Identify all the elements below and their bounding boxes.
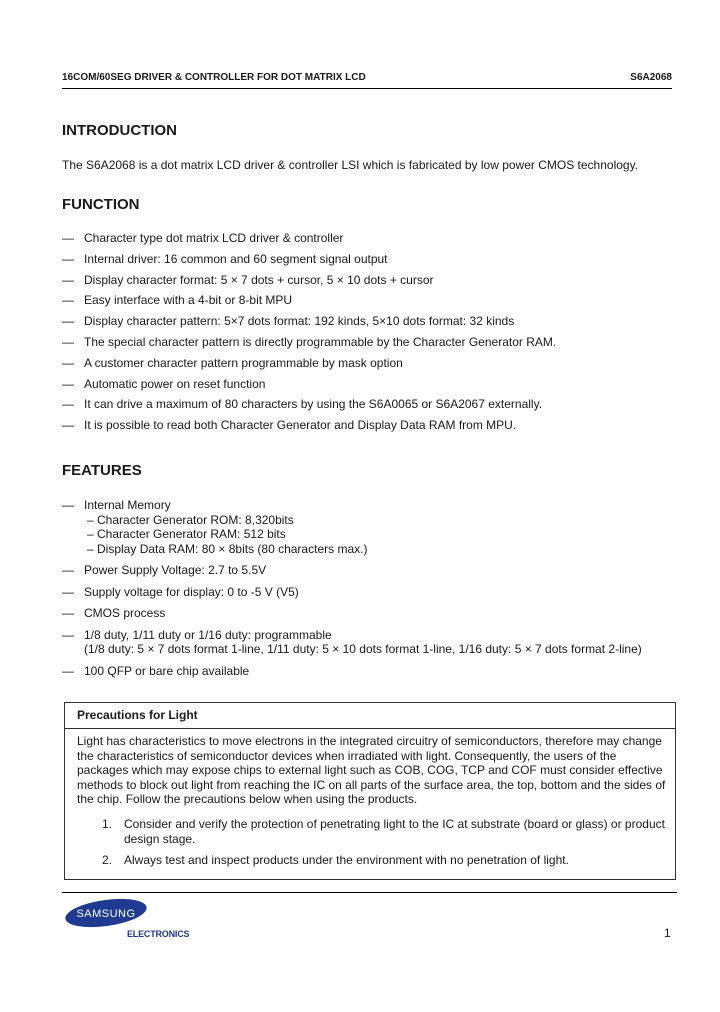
list-item (62, 628, 642, 657)
item-number: 1. (102, 817, 113, 831)
list-item (62, 664, 642, 679)
precaution-text: Consider and verify the protection of penetrating light to the IC at substrate (board or glass) or product design stage. (124, 817, 665, 846)
precautions-title: Precautions for Light (77, 708, 198, 722)
document-title: 16COM/60SEG DRIVER & CONTROLLER FOR DOT MATRIX LCD (62, 72, 366, 83)
list-item (62, 606, 642, 621)
feature-memory-label: Internal Memory (84, 498, 171, 512)
function-item-text: The special character pattern is directly programmable by the Character Generator RAM. (84, 334, 557, 349)
function-item-text: It is possible to read both Character Generator and Display Data RAM from MPU. (84, 418, 517, 433)
precaution-text: Always test and inspect products under the environment with no penetration of light. (124, 853, 569, 867)
list-item (77, 853, 667, 868)
list-item (62, 293, 556, 314)
list-item (62, 335, 556, 356)
function-item-text: Display character pattern: 5×7 dots format: 192 kinds, 5×10 dots format: 32 kinds (84, 314, 515, 329)
list-item (62, 377, 556, 398)
feature-duty-label: 1/8 duty, 1/11 duty or 1/16 duty: programmable (84, 627, 332, 642)
function-item-text: A customer character pattern programmable by mask option (84, 355, 403, 370)
feature-subitem: – Character Generator ROM: 8,320bits (87, 512, 294, 527)
list-item (62, 314, 556, 335)
dash-bullet: — (62, 376, 74, 391)
feature-duty-detail: (1/8 duty: 5 × 7 dots format 1-line, 1/11 duty: 5 × 10 dots format 1-line, 1/16 duty: 5 × 7 dots format 2-line) (84, 642, 642, 656)
feature-subitem: – Display Data RAM: 80 × 8bits (80 characters max.) (87, 541, 368, 556)
precautions-divider (65, 728, 675, 729)
features-heading: FEATURES (62, 462, 142, 479)
list-item (62, 356, 556, 377)
dash-bullet: — (62, 563, 74, 577)
list-item (62, 498, 642, 556)
dash-bullet: — (62, 397, 74, 412)
list-item (62, 273, 556, 294)
list-item (62, 397, 556, 418)
logo-subtitle: ELECTRONICS (127, 929, 190, 939)
samsung-logo (64, 898, 148, 928)
feature-process: CMOS process (84, 606, 166, 620)
function-item-text: Display character format: 5 × 7 dots + cursor, 5 × 10 dots + cursor (84, 272, 434, 287)
function-item-text: Internal driver: 16 common and 60 segment signal output (84, 251, 388, 266)
dash-bullet: — (62, 663, 74, 678)
dash-bullet: — (62, 231, 74, 245)
dash-bullet: — (62, 606, 74, 620)
list-item (62, 585, 642, 600)
function-item-text: Easy interface with a 4-bit or 8-bit MPU (84, 293, 293, 308)
function-item-text: It can drive a maximum of 80 characters by using the S6A0065 or S6A2067 externally. (84, 397, 543, 412)
precautions-paragraph: Light has characteristics to move electrons in the integrated circuitry of semiconductors, therefore may change the characteristics of semiconductor devices when irradiated with light. Consequently, the users of the packages which may expose chips to external light such as COB, COG, TCP and COF must consider effective methods to block out light from reaching the IC on all parts of the surface area, the top, bottom and the sides of the chip. Follow the precautions below when using the products. (77, 734, 666, 806)
feature-subitem: – Character Generator RAM: 512 bits (87, 527, 286, 541)
item-number: 2. (102, 853, 113, 867)
dash-bullet: — (62, 498, 74, 512)
introduction-heading: INTRODUCTION (62, 122, 177, 139)
part-number: S6A2068 (630, 72, 672, 83)
precautions-box (64, 702, 676, 880)
dash-bullet: — (62, 355, 74, 370)
introduction-text: The S6A2068 is a dot matrix LCD driver & controller LSI which is fabricated by low power CMOS technology. (62, 158, 639, 172)
dash-bullet: — (62, 314, 74, 329)
header-divider (62, 88, 672, 89)
function-item-text: Automatic power on reset function (84, 376, 266, 391)
list-item (62, 252, 556, 273)
dash-bullet: — (62, 251, 74, 266)
feature-display-supply: Supply voltage for display: 0 to -5 V (V5) (84, 584, 299, 599)
feature-power-supply: Power Supply Voltage: 2.7 to 5.5V (84, 563, 267, 577)
features-list (62, 498, 642, 685)
footer-divider (62, 892, 677, 893)
list-item (62, 418, 556, 439)
page-number: 1 (664, 926, 671, 940)
function-list (62, 231, 556, 439)
function-heading: FUNCTION (62, 196, 140, 213)
dash-bullet: — (62, 293, 74, 308)
logo-text: SAMSUNG (76, 908, 136, 920)
list-item (77, 817, 667, 847)
dash-bullet: — (62, 272, 74, 287)
dash-bullet: — (62, 584, 74, 599)
list-item (62, 563, 642, 578)
precautions-list (77, 817, 667, 874)
dash-bullet: — (62, 334, 74, 349)
page-header (62, 72, 672, 88)
feature-package: 100 QFP or bare chip available (84, 663, 250, 678)
list-item (62, 231, 556, 252)
function-item-text: Character type dot matrix LCD driver & controller (84, 231, 344, 245)
dash-bullet: — (62, 418, 74, 433)
dash-bullet: — (62, 627, 74, 642)
